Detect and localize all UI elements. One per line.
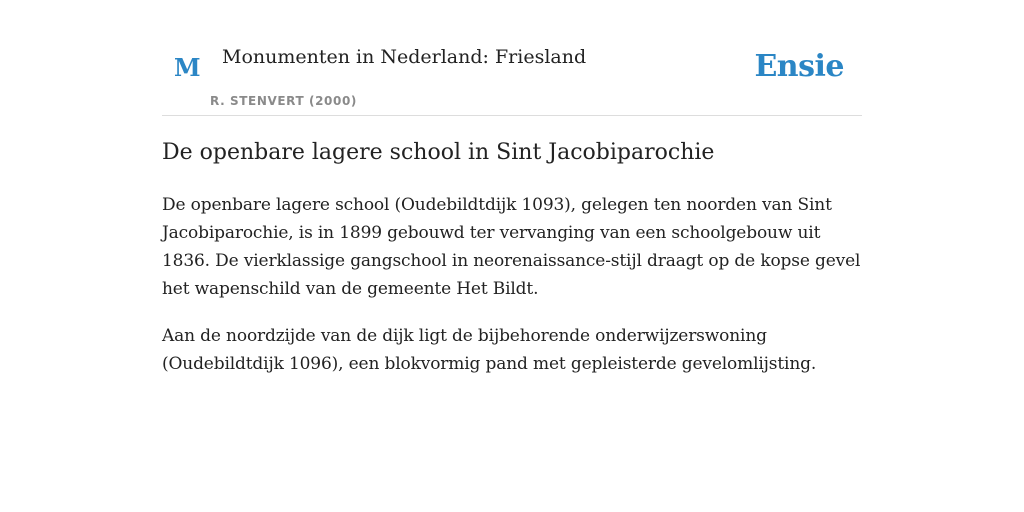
ensie-logo[interactable]: Ensie xyxy=(754,49,844,84)
article-body xyxy=(162,138,862,378)
article-paragraph-2: Aan de noordzijde van de dijk ligt de bijbehorende onderwijzerswoning (Oudebildtdijk 1096), een blokvormig pand met gepleisterde gevelomlijsting. xyxy=(162,325,817,374)
book-title-link[interactable]: Monumenten in Nederland: Friesland xyxy=(222,46,587,68)
article-title: De openbare lagere school in Sint Jacobiparochie xyxy=(162,140,715,165)
book-author: R. STENVERT (2000) xyxy=(210,94,357,108)
book-logo-icon[interactable]: M xyxy=(174,53,201,82)
source-header xyxy=(162,0,862,116)
article-paragraph-1: De openbare lagere school (Oudebildtdijk 1093), gelegen ten noorden van Sint Jacobiparochie, is in 1899 gebouwd ter vervanging van een schoolgebouw uit 1836. De vierklassige gangschool in neorenaissance-stijl draagt op de kopse gevel het wapenschild van de gemeente Het Bildt. xyxy=(162,194,861,299)
